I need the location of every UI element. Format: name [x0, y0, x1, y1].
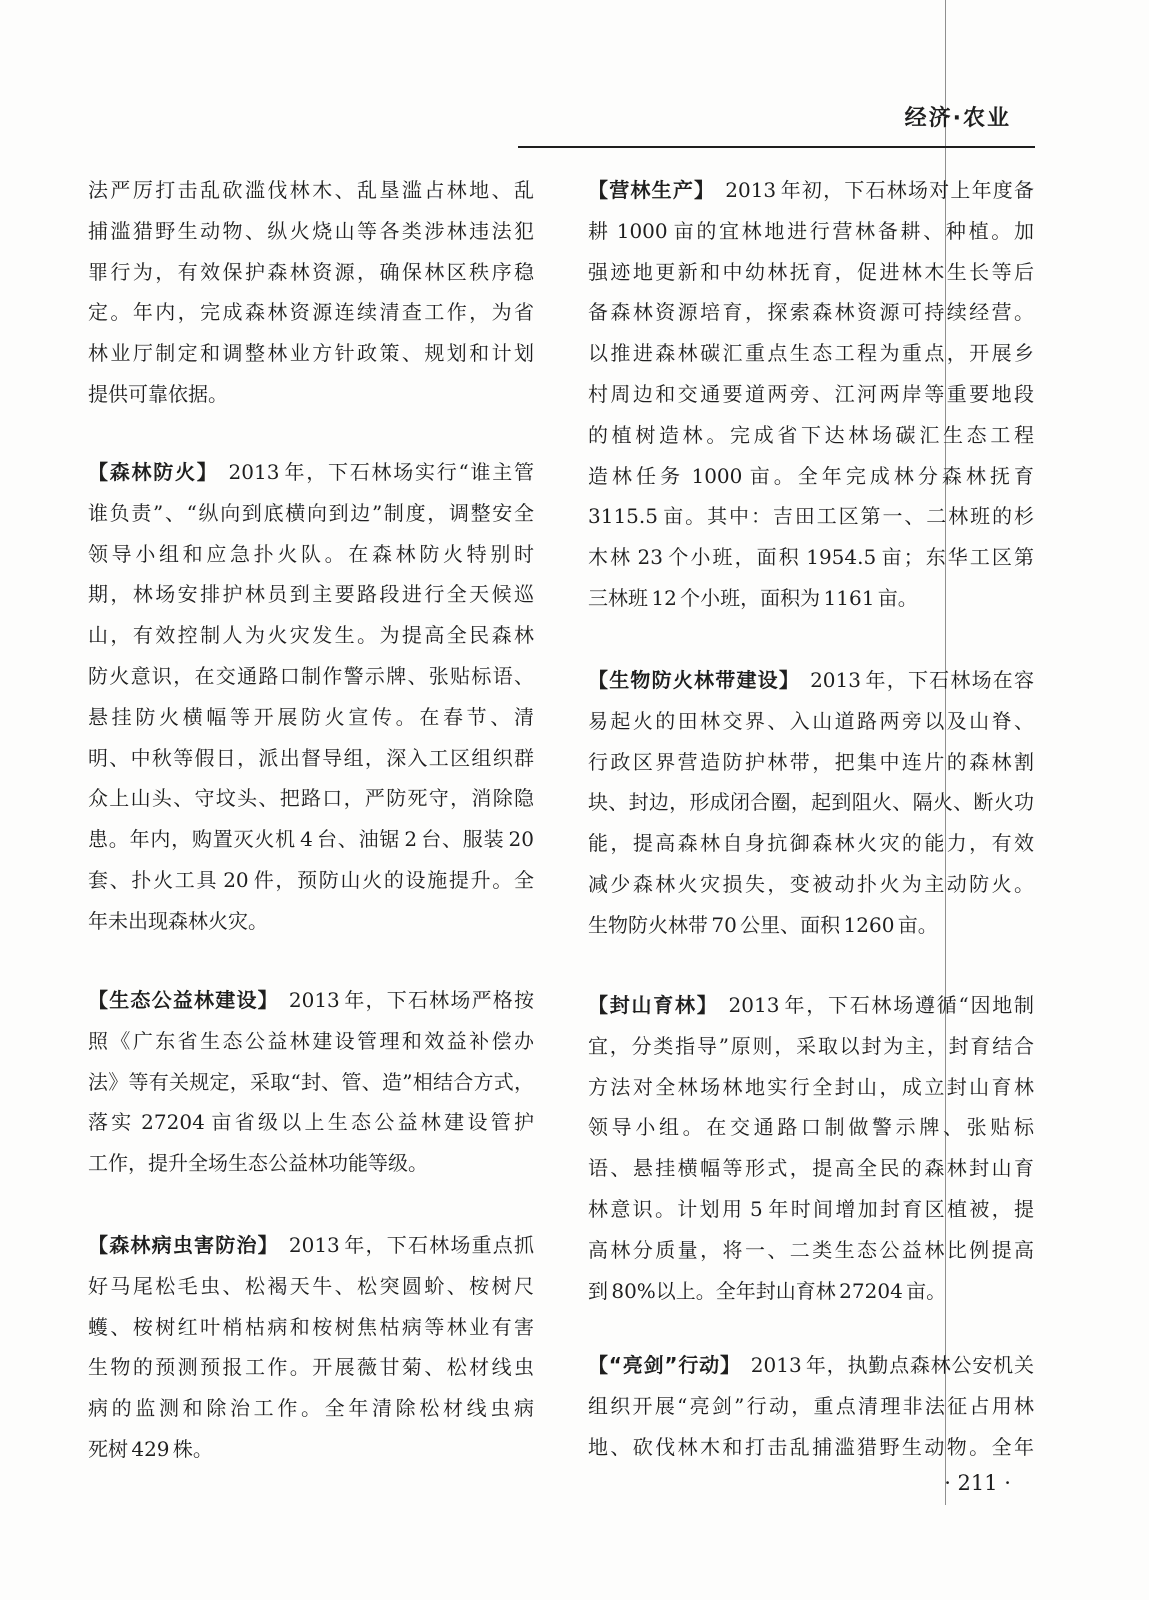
text-line: 落实 27204 亩省级以上生态公益林建设管护	[88, 1110, 534, 1135]
text-line: 的植树造林。完成省下达林场碳汇生态工程	[588, 422, 1034, 447]
paragraph-ecological-forest-construction	[88, 980, 534, 1184]
paragraph-afforestation-production	[588, 170, 1034, 619]
section-heading: 【森林防火】	[88, 460, 219, 484]
line-text: 2013 年初，下石林场对上年度备	[725, 178, 1034, 202]
text-line: 防火意识，在交通路口制作警示牌、张贴标语、	[88, 663, 534, 688]
text-line: 减少森林火灾损失，变被动扑火为主动防火。	[588, 871, 1034, 896]
text-line: 好马尾松毛虫、松褐天牛、松突圆蚧、桉树尺	[88, 1273, 534, 1298]
line-text: 2013 年，下石林场实行“谁主管	[228, 460, 535, 484]
text-line: 3115.5 亩。其中：吉田工区第一、二林班的杉	[588, 504, 1034, 529]
text-line: 捕滥猎野生动物、纵火烧山等各类涉林违法犯	[88, 218, 534, 243]
text-line: 谁负责”、“纵向到底横向到边”制度，调整安全	[88, 500, 534, 525]
text-line: 造林任务 1000 亩。全年完成林分森林抚育	[588, 463, 1034, 488]
text-line: 领导小组和应急扑火队。在森林防火特别时	[88, 541, 534, 566]
section-heading: 【生态公益林建设】	[88, 988, 279, 1012]
paragraph-forest-pest-control	[88, 1225, 534, 1470]
text-line: 罪行为，有效保护森林资源，确保林区秩序稳	[88, 259, 534, 284]
text-line: 村周边和交通要道两旁、江河两岸等重要地段	[588, 381, 1034, 406]
text-line: 年未出现森林火灾。	[88, 908, 268, 933]
text-line	[88, 980, 534, 1021]
text-line: 众上山头、守坟头、把路口，严防死守，消除隐	[88, 786, 534, 811]
text-line: 工作，提升全场生态公益林功能等级。	[88, 1151, 428, 1176]
line-text: 2013 年，下石林场遵循“因地制	[728, 993, 1035, 1017]
text-line: 提供可靠依据。	[88, 381, 228, 406]
section-heading: 【封山育林】	[588, 993, 719, 1017]
line-text: 2013 年，下石林场重点抓	[288, 1233, 534, 1257]
text-line: 患。年内，购置灭火机 4 台、油锯 2 台、服装 20	[88, 827, 534, 852]
section-heading: 【“亮剑”行动】	[588, 1353, 741, 1377]
text-line: 山，有效控制人为火灾发生。为提高全民森林	[88, 623, 534, 648]
paragraph-liangjian-operation	[588, 1345, 1034, 1467]
text-line: 到 80%以上。全年封山育林 27204 亩。	[588, 1278, 947, 1303]
page-number: · 211 ·	[944, 1471, 1011, 1495]
text-line: 法严厉打击乱砍滥伐林木、乱垦滥占林地、乱	[88, 178, 534, 202]
section-heading: 【生物防火林带建设】	[588, 668, 801, 692]
text-line: 生物防火林带 70 公里、面积 1260 亩。	[588, 912, 938, 937]
text-line: 方法对全林场林地实行全封山，成立封山育林	[588, 1074, 1034, 1099]
text-line: 语、悬挂横幅等形式，提高全民的森林封山育	[588, 1156, 1034, 1181]
paragraph-forest-fire-prevention	[88, 452, 534, 942]
text-line: 定。年内，完成森林资源连续清查工作，为省	[88, 300, 534, 325]
text-line: 蠖、桉树红叶梢枯病和桉树焦枯病等林业有害	[88, 1314, 534, 1339]
text-line: 能，提高森林自身抗御森林火灾的能力，有效	[588, 831, 1034, 856]
text-line: 块、封边，形成闭合圈，起到阻火、隔火、断火功	[588, 790, 1034, 815]
text-line: 林意识。计划用 5 年时间增加封育区植被，提	[588, 1196, 1034, 1221]
text-line	[588, 985, 1034, 1026]
text-line: 行政区界营造防护林带，把集中连片的森林割	[588, 749, 1034, 774]
text-line: 生物的预测预报工作。开展薇甘菊、松材线虫	[88, 1355, 534, 1380]
text-line: 期，林场安排护林员到主要路段进行全天候巡	[88, 582, 534, 607]
line-text: 2013 年，下石林场严格按	[288, 988, 534, 1012]
text-line	[588, 660, 1034, 701]
section-heading: 【森林病虫害防治】	[88, 1233, 279, 1257]
text-line: 组织开展“亮剑”行动，重点清理非法征占用林	[588, 1393, 1034, 1418]
text-line: 明、中秋等假日，派出督导组，深入工区组织群	[88, 745, 534, 770]
section-heading: 【营林生产】	[588, 178, 716, 202]
line-text: 2013 年，下石林场在容	[810, 668, 1034, 692]
text-line: 易起火的田林交界、入山道路两旁以及山脊、	[588, 708, 1034, 733]
paragraph-biological-firebreak-construction	[588, 660, 1034, 946]
line-text: 2013 年，执勤点森林公安机关	[750, 1353, 1034, 1377]
text-line: 法》等有关规定，采取“封、管、造”相结合方式，	[88, 1069, 534, 1094]
text-line: 宜，分类指导”原则，采取以封为主，封育结合	[588, 1033, 1034, 1058]
paragraph-continued-forest-law-enforcement	[88, 170, 534, 415]
text-line: 病的监测和除治工作。全年清除松材线虫病	[88, 1396, 534, 1421]
text-line	[88, 452, 534, 493]
text-line	[588, 170, 1034, 211]
text-line: 高林分质量，将一、二类生态公益林比例提高	[588, 1237, 1034, 1262]
text-line: 地、砍伐林木和打击乱捕滥猎野生动物。全年	[588, 1434, 1034, 1459]
text-line	[588, 1345, 1034, 1386]
text-line: 备森林资源培育，探索森林资源可持续经营。	[588, 300, 1034, 325]
text-line: 木林 23 个小班，面积 1954.5 亩；东华工区第	[588, 545, 1034, 570]
text-line: 强迹地更新和中幼林抚育，促进林木生长等后	[588, 259, 1034, 284]
text-line: 死树 429 株。	[88, 1436, 213, 1461]
text-line: 以推进森林碳汇重点生态工程为重点，开展乡	[588, 341, 1034, 366]
text-line: 照《广东省生态公益林建设管理和效益补偿办	[88, 1028, 534, 1053]
paragraph-mountain-closure-afforestation	[588, 985, 1034, 1311]
text-line: 耕 1000 亩的宜林地进行营林备耕、种植。加	[588, 218, 1034, 243]
text-line: 悬挂防火横幅等开展防火宣传。在春节、清	[88, 704, 534, 729]
text-line: 领导小组。在交通路口制做警示牌、张贴标	[588, 1115, 1034, 1140]
text-line: 林业厅制定和调整林业方针政策、规划和计划	[88, 341, 534, 366]
running-header: 经济·农业	[904, 106, 1011, 131]
text-line: 套、扑火工具 20 件，预防山火的设施提升。全	[88, 867, 534, 892]
right-column	[588, 0, 1034, 1600]
text-line: 三林班 12 个小班，面积为 1161 亩。	[588, 585, 918, 610]
text-line	[88, 1225, 534, 1266]
left-column	[88, 0, 534, 1600]
